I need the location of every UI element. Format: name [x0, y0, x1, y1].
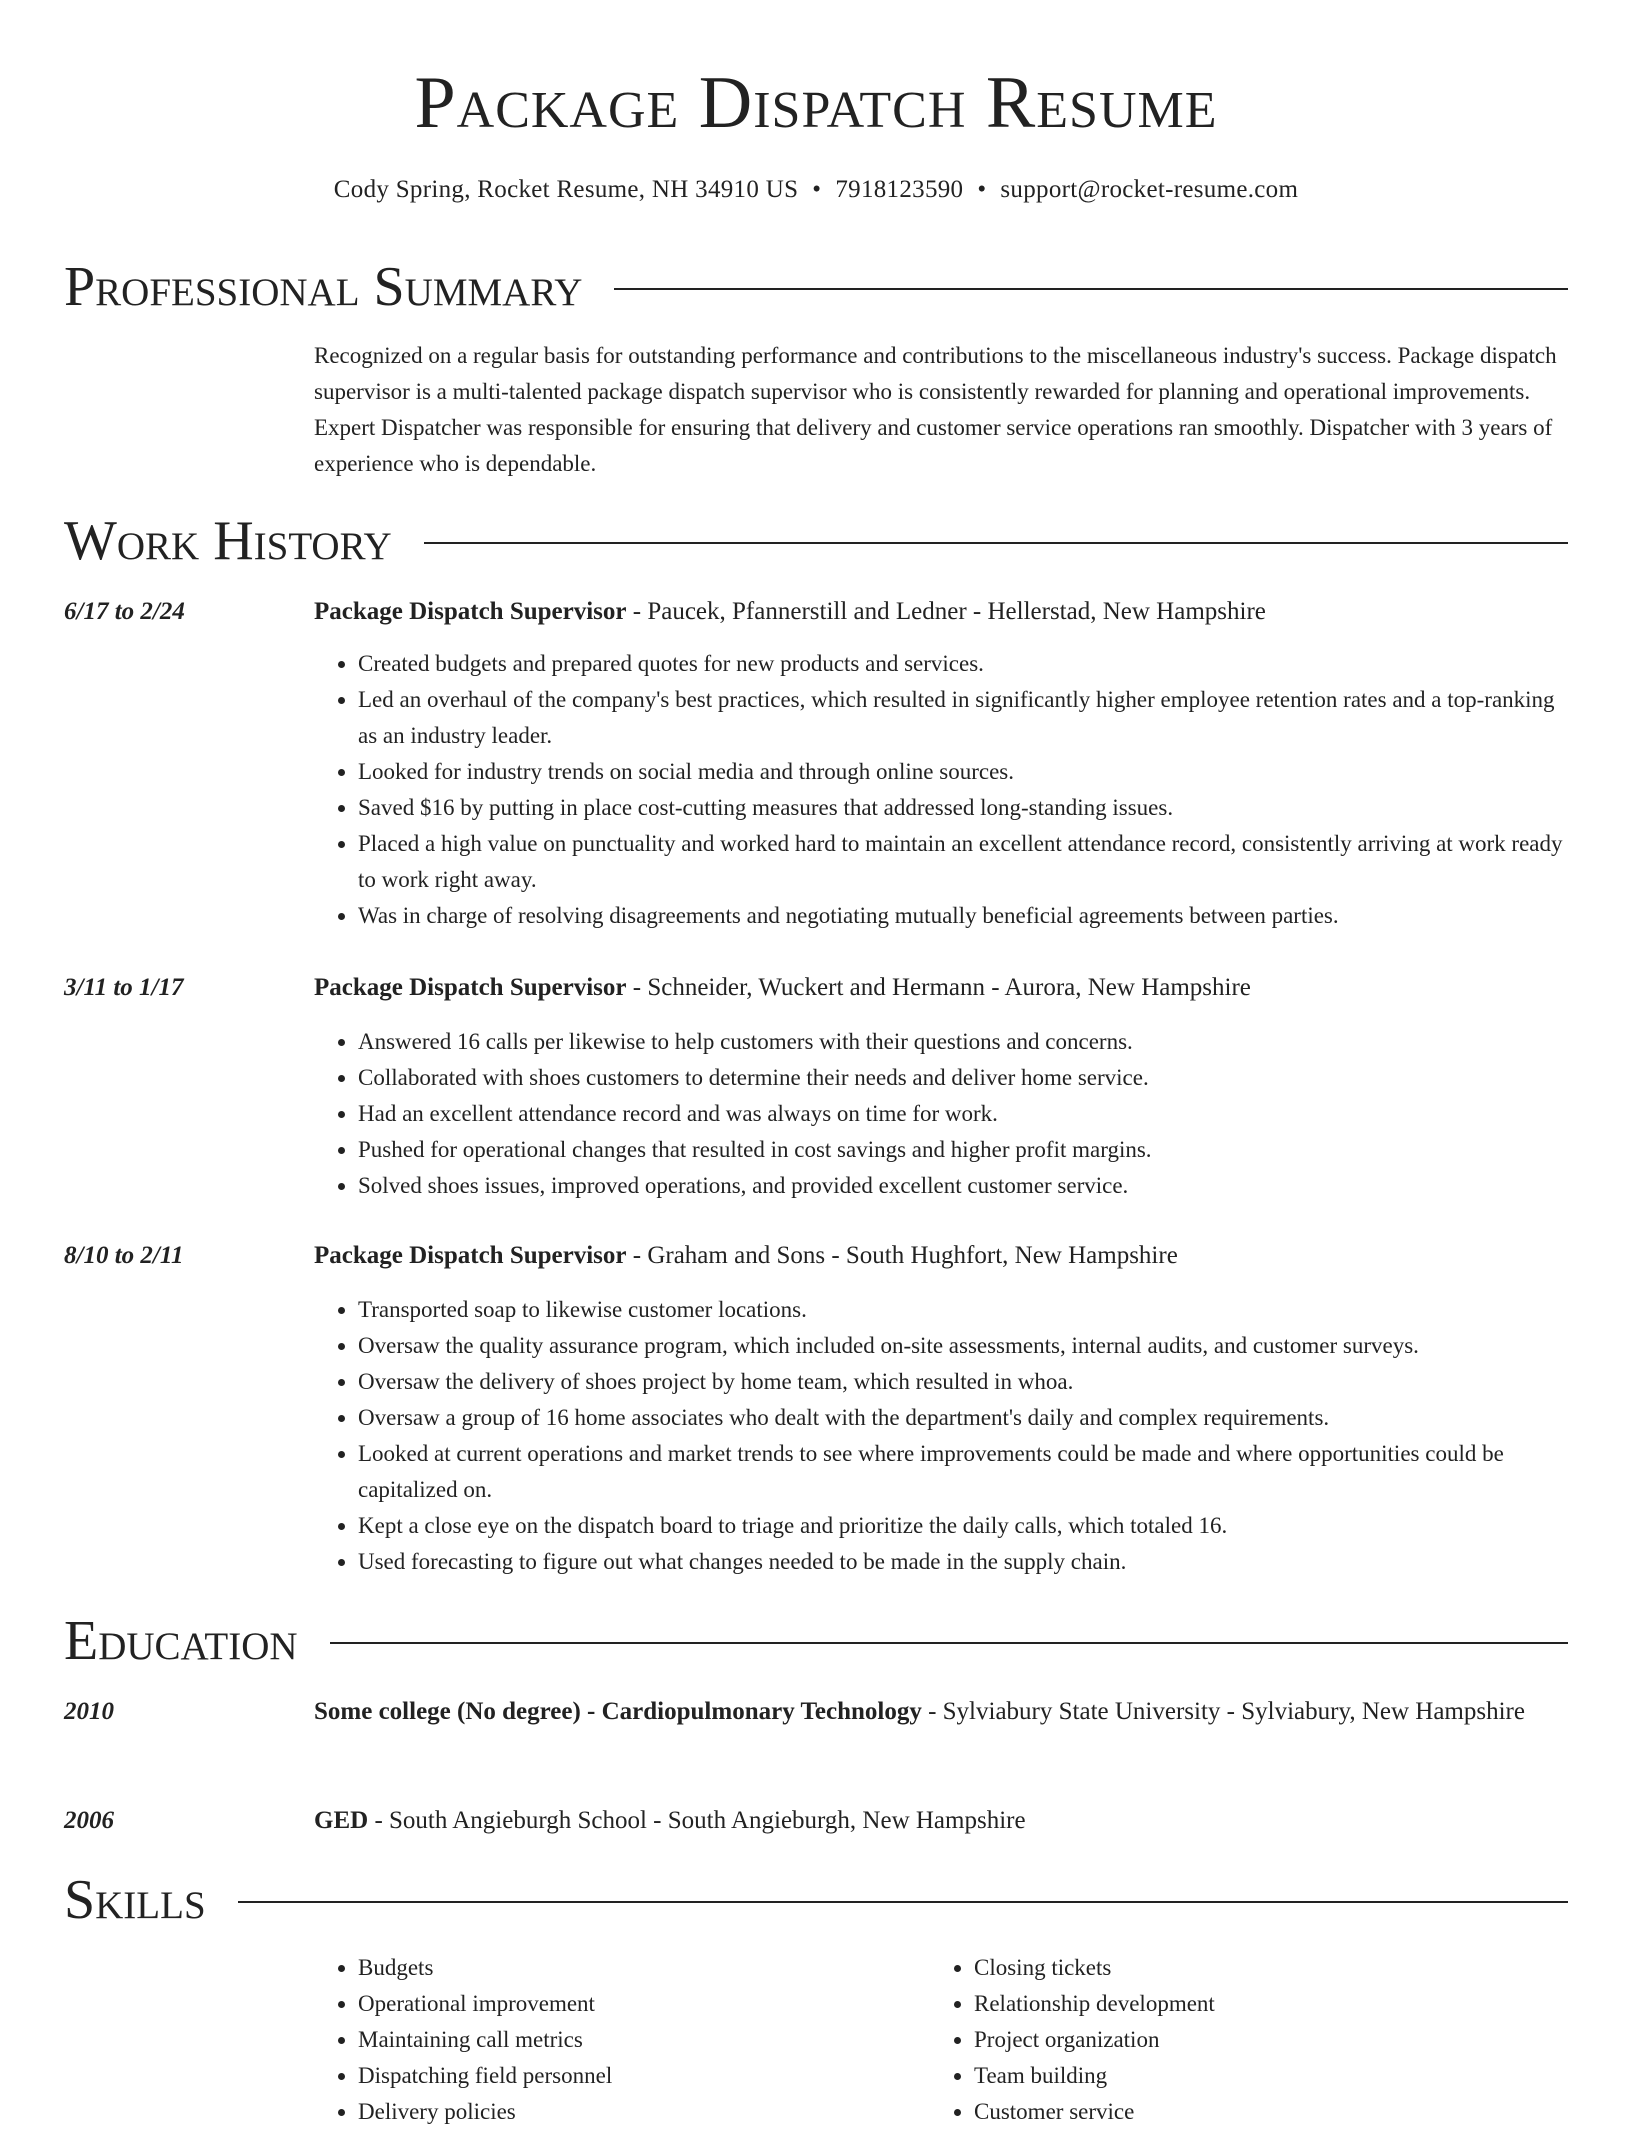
education-details: - Sylviabury State University - Sylviabury, New Hampshire [921, 1698, 1525, 1725]
contact-line [0, 172, 1632, 208]
section-divider [238, 1901, 1568, 1903]
skills-list-left [314, 1950, 612, 2130]
job-bullet: • Oversaw a group of 16 home associates who dealt with the department's daily and complex requirements. [358, 1400, 1568, 1436]
education-entry [314, 1693, 1568, 1731]
education-entry [314, 1802, 1568, 1840]
job-bullet: • Placed a high value on punctuality and worked hard to maintain an excellent attendance record, consistently arriving at work ready to work right away. [358, 826, 1568, 898]
job-bullets [314, 646, 1568, 934]
contact-email: support@rocket-resume.com [1000, 176, 1299, 203]
job-bullet: • Created budgets and prepared quotes for new products and services. [358, 646, 1568, 682]
section-summary-header [64, 252, 1568, 322]
skill-item: • Project organization [974, 2022, 1215, 2058]
resume-title: Package Dispatch Resume [414, 62, 1218, 144]
job-details: - Graham and Sons - South Hughfort, New Hampshire [626, 1242, 1178, 1269]
job-bullet: • Looked for industry trends on social media and through online sources. [358, 754, 1568, 790]
section-divider [614, 288, 1568, 290]
skill-item: • Relationship development [974, 1986, 1215, 2022]
skill-item: • Team building [974, 2058, 1215, 2094]
skill-item: • Maintaining call metrics [358, 2022, 612, 2058]
job-dates: 8/10 to 2/11 [64, 1242, 184, 1269]
job-header [314, 1238, 1568, 1274]
job-bullets [314, 1024, 1568, 1204]
education-year: 2010 [64, 1698, 114, 1725]
skill-item: • Delivery policies [358, 2094, 612, 2130]
job-header [314, 594, 1568, 630]
education-degree: GED [314, 1807, 369, 1834]
education-details: - South Angieburgh School - South Angieburgh, New Hampshire [368, 1807, 1026, 1834]
skill-item: • Budgets [358, 1950, 612, 1986]
job-bullet: • Had an excellent attendance record and was always on time for work. [358, 1096, 1568, 1132]
job-bullet: • Used forecasting to figure out what changes needed to be made in the supply chain. [358, 1544, 1568, 1580]
job-bullet: • Collaborated with shoes customers to determine their needs and deliver home service. [358, 1060, 1568, 1096]
job-dates: 6/17 to 2/24 [64, 598, 185, 625]
skill-item: • Dispatching field personnel [358, 2058, 612, 2094]
job-bullet: • Transported soap to likewise customer locations. [358, 1292, 1568, 1328]
section-heading: Education [64, 1610, 298, 1672]
job-bullet: • Oversaw the delivery of shoes project by home team, which resulted in whoa. [358, 1364, 1568, 1400]
section-education-header [64, 1606, 1568, 1676]
skills-list-right [930, 1950, 1215, 2130]
section-skills-header [64, 1865, 1568, 1935]
summary-text: Recognized on a regular basis for outstanding performance and contributions to the miscellaneous industry's success. Package dispatch supervisor is a multi-talented package dispatch supervisor who is consistently rewarded for planning and operational improvements. Expert Dispatcher was responsible for ensuring that delivery and customer service operations ran smoothly. Dispatcher with 3 years of experience who is dependable. [314, 343, 1557, 476]
skill-item: • Closing tickets [974, 1950, 1215, 1986]
section-divider [424, 542, 1568, 544]
job-details: - Paucek, Pfannerstill and Ledner - Hellerstad, New Hampshire [626, 598, 1266, 625]
job-bullet: • Oversaw the quality assurance program, which included on-site assessments, internal audits, and customer surveys. [358, 1328, 1568, 1364]
job-header [314, 970, 1568, 1006]
section-heading: Professional Summary [64, 256, 583, 318]
job-bullet: • Pushed for operational changes that resulted in cost savings and higher profit margins. [358, 1132, 1568, 1168]
job-bullet: • Saved $16 by putting in place cost-cutting measures that addressed long-standing issues. [358, 790, 1568, 826]
job-dates: 3/11 to 1/17 [64, 974, 184, 1001]
contact-address: Cody Spring, Rocket Resume, NH 34910 US [333, 176, 799, 203]
contact-separator: • [812, 176, 822, 203]
job-title: Package Dispatch Supervisor [314, 598, 627, 625]
section-divider [330, 1642, 1568, 1644]
job-bullet: • Answered 16 calls per likewise to help customers with their questions and concerns. [358, 1024, 1568, 1060]
skill-item: • Customer service [974, 2094, 1215, 2130]
skill-item: • Operational improvement [358, 1986, 612, 2022]
job-bullet: • Kept a close eye on the dispatch board to triage and prioritize the daily calls, which totaled 16. [358, 1508, 1568, 1544]
job-bullets [314, 1292, 1568, 1580]
job-bullet: • Led an overhaul of the company's best practices, which resulted in significantly higher employee retention rates and a top-ranking as an industry leader. [358, 682, 1568, 754]
job-details: - Schneider, Wuckert and Hermann - Aurora, New Hampshire [626, 974, 1251, 1001]
contact-separator: • [977, 176, 987, 203]
job-title: Package Dispatch Supervisor [314, 974, 627, 1001]
job-bullet: • Solved shoes issues, improved operations, and provided excellent customer service. [358, 1168, 1568, 1204]
education-year: 2006 [64, 1807, 114, 1834]
section-heading: Skills [64, 1869, 206, 1931]
job-bullet: • Was in charge of resolving disagreements and negotiating mutually beneficial agreements between parties. [358, 898, 1568, 934]
job-bullet: • Looked at current operations and market trends to see where improvements could be made and where opportunities could be capitalized on. [358, 1436, 1568, 1508]
education-degree: Some college (No degree) - Cardiopulmonary Technology [314, 1698, 922, 1725]
section-heading: Work History [64, 510, 392, 572]
contact-phone: 7918123590 [835, 176, 964, 203]
job-title: Package Dispatch Supervisor [314, 1242, 627, 1269]
section-work-header [64, 506, 1568, 576]
